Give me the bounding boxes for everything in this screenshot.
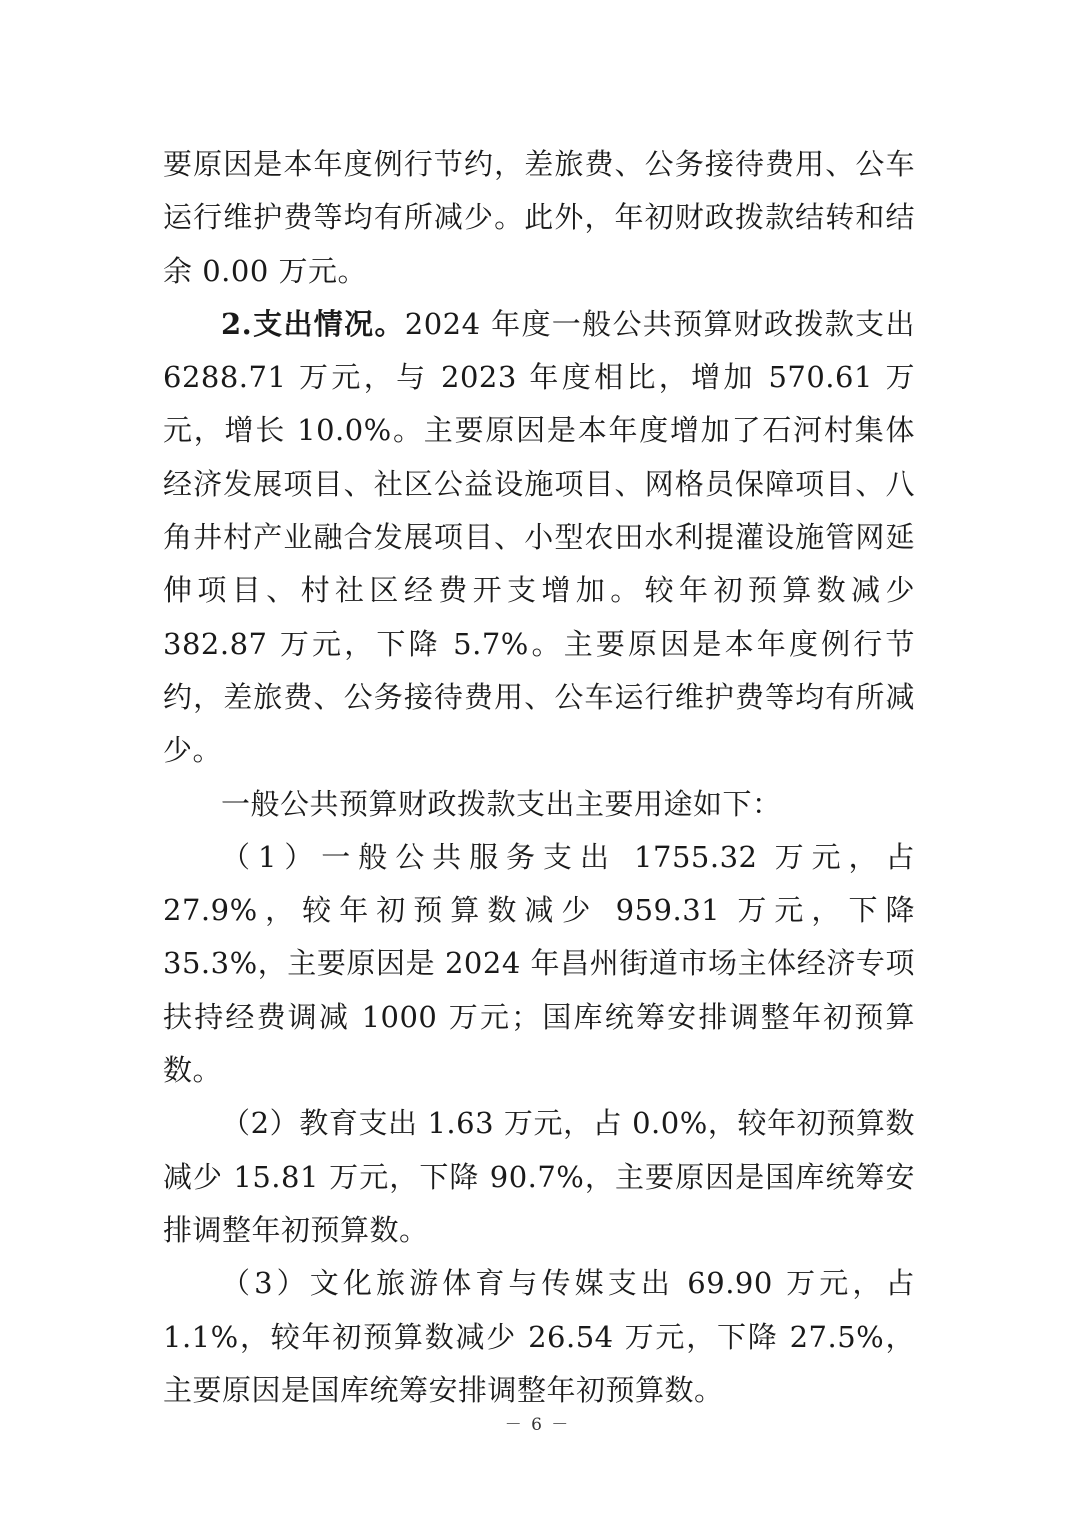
paragraph-usage-intro: 一般公共预算财政拨款支出主要用途如下： — [221, 786, 782, 821]
paragraph-expenditure — [163, 298, 915, 778]
paragraph-expenditure-body: 2024 年度一般公共预算财政拨款支出 6288.71 万元，与 2023 年度相比，增加 570.61 万元，增长 10.0%。主要原因是本年度增加了石河村集体经济发展项目、社区公益设施项目、网格员保障项目、八角井村产业融合发展项目、小型农田水利提灌设施管网延伸项目、村社区经费开支增加。较年初预算数减少 382.87 万元，下降 5.7%。主要原因是本年度例行节约，差旅费、公务接待费用、公车运行维护费等均有所减少。 — [163, 306, 915, 768]
document-body — [163, 138, 915, 1417]
paragraph-item-2: （2）教育支出 1.63 万元，占 0.0%，较年初预算数减少 15.81 万元，下降 90.7%，主要原因是国库统筹安排调整年初预算数。 — [163, 1106, 915, 1247]
paragraph-item-3: （3）文化旅游体育与传媒支出 69.90 万元，占 1.1%，较年初预算数减少 26.54 万元，下降 27.5%，主要原因是国库统筹安排调整年初预算数。 — [163, 1266, 915, 1407]
section-heading: 2.支出情况。 — [221, 306, 405, 341]
paragraph-continuation: 要原因是本年度例行节约，差旅费、公务接待费用、公车运行维护费等均有所减少。此外，年初财政拨款结转和结余 0.00 万元。 — [163, 147, 915, 288]
paragraph-item-1: （1）一般公共服务支出 1755.32 万元，占 27.9%，较年初预算数减少 959.31 万元，下降 35.3%，主要原因是 2024 年昌州街道市场主体经济专项扶持经费调减 1000 万元；国库统筹安排调整年初预算数。 — [163, 839, 915, 1088]
page-number: － 6 － — [504, 1415, 571, 1435]
